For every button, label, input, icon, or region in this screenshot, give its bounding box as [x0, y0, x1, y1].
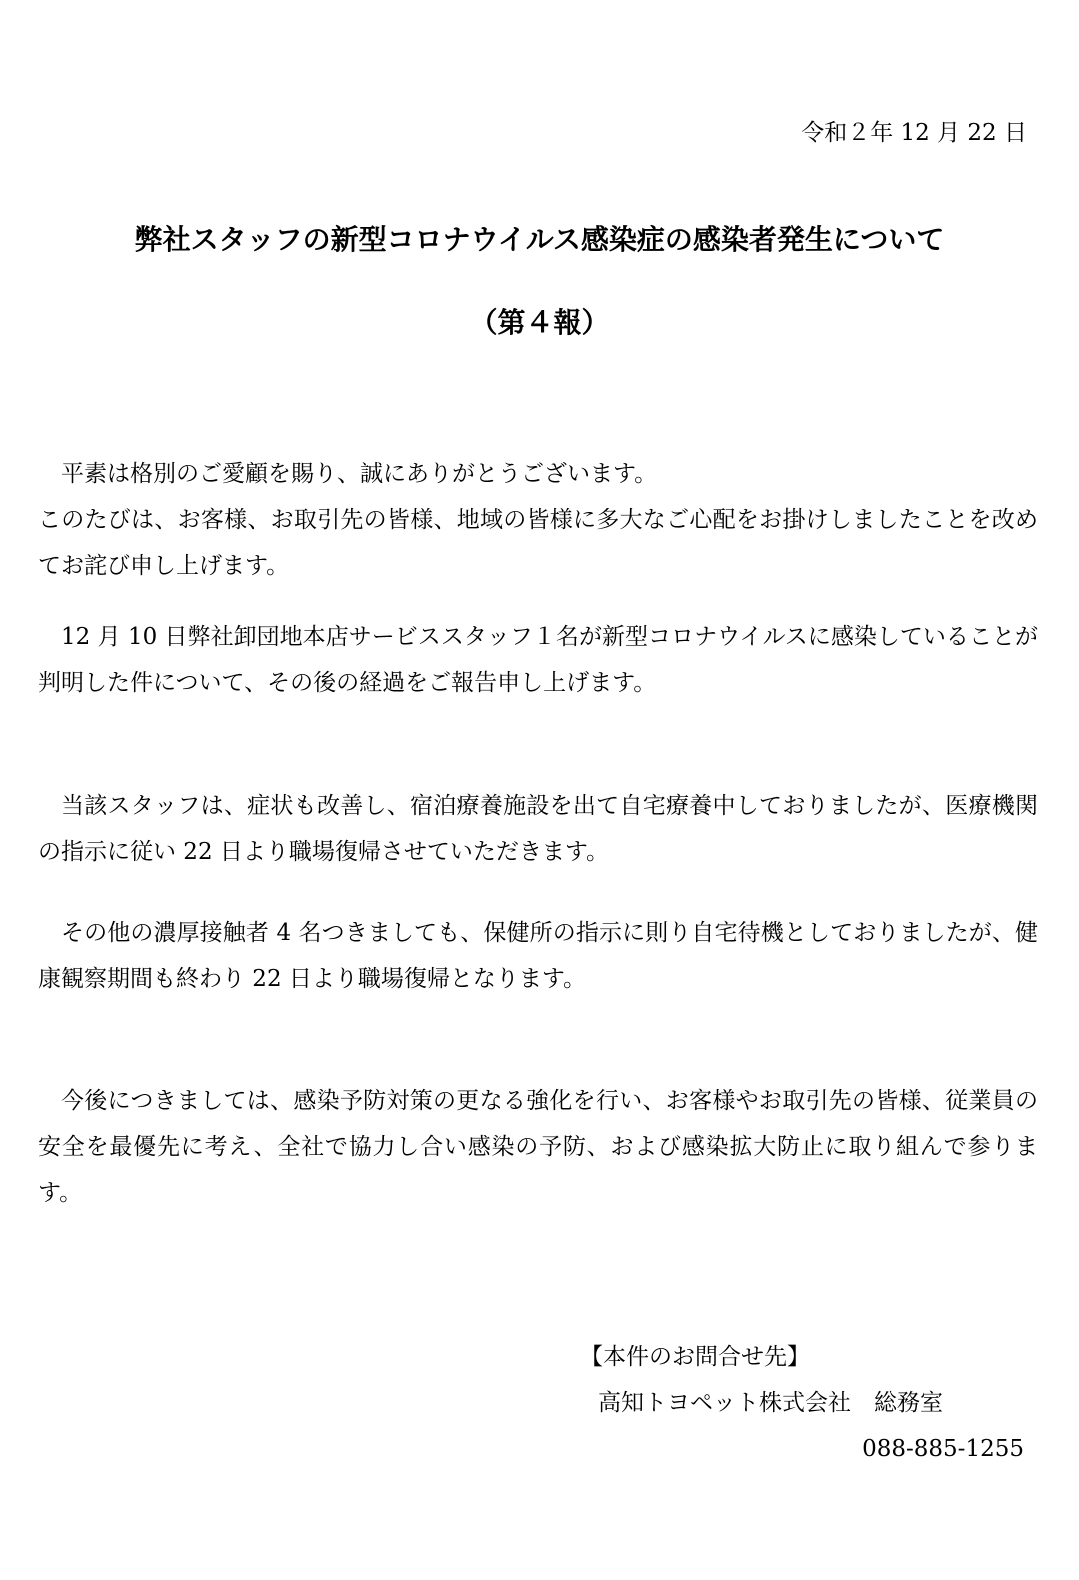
document-subtitle: （第４報） [469, 306, 610, 339]
paragraph-staff-status: 当該スタッフは、症状も改善し、宿泊療養施設を出て自宅療養中しておりましたが、医療機関の指示に従い 22 日より職場復帰させていただきます。 [38, 793, 1039, 865]
paragraph-greeting: 平素は格別のご愛顧を賜り、誠にありがとうございます。 [61, 461, 658, 487]
contact-block [580, 1334, 1030, 1472]
paragraph-future-measures: 今後につきましては、感染予防対策の更なる強化を行い、お客様やお取引先の皆様、従業員の安全を最優先に考え、全社で協力し合い感染の予防、および感染拡大防止に取り組んで参ります。 [38, 1088, 1038, 1206]
greeting-block [38, 451, 1038, 589]
contact-company: 高知トヨペット株式会社 総務室 [598, 1390, 943, 1416]
future-measures-block [38, 1078, 1038, 1216]
paragraph-apology: このたびは、お客様、お取引先の皆様、地域の皆様に多大なご心配をお掛けしましたことを改めてお詫び申し上げます。 [38, 507, 1038, 579]
contact-phone: 088-885-1255 [862, 1436, 1024, 1462]
contact-heading: 【本件のお問合せ先】 [580, 1344, 810, 1370]
report-block [38, 614, 1038, 706]
paragraph-close-contacts: その他の濃厚接触者 4 名つきましても、保健所の指示に則り自宅待機としておりましたが、健康観察期間も終わり 22 日より職場復帰となります。 [38, 920, 1038, 992]
contacts-status-block [38, 910, 1038, 1002]
document-date: 令和２年 12 月 22 日 [801, 120, 1027, 146]
staff-status-block [38, 783, 1038, 875]
document-title: 弊社スタッフの新型コロナウイルス感染症の感染者発生について [134, 223, 945, 256]
paragraph-report: 12 月 10 日弊社卸団地本店サービススタッフ１名が新型コロナウイルスに感染していることが判明した件について、その後の経過をご報告申し上げます。 [38, 624, 1038, 696]
